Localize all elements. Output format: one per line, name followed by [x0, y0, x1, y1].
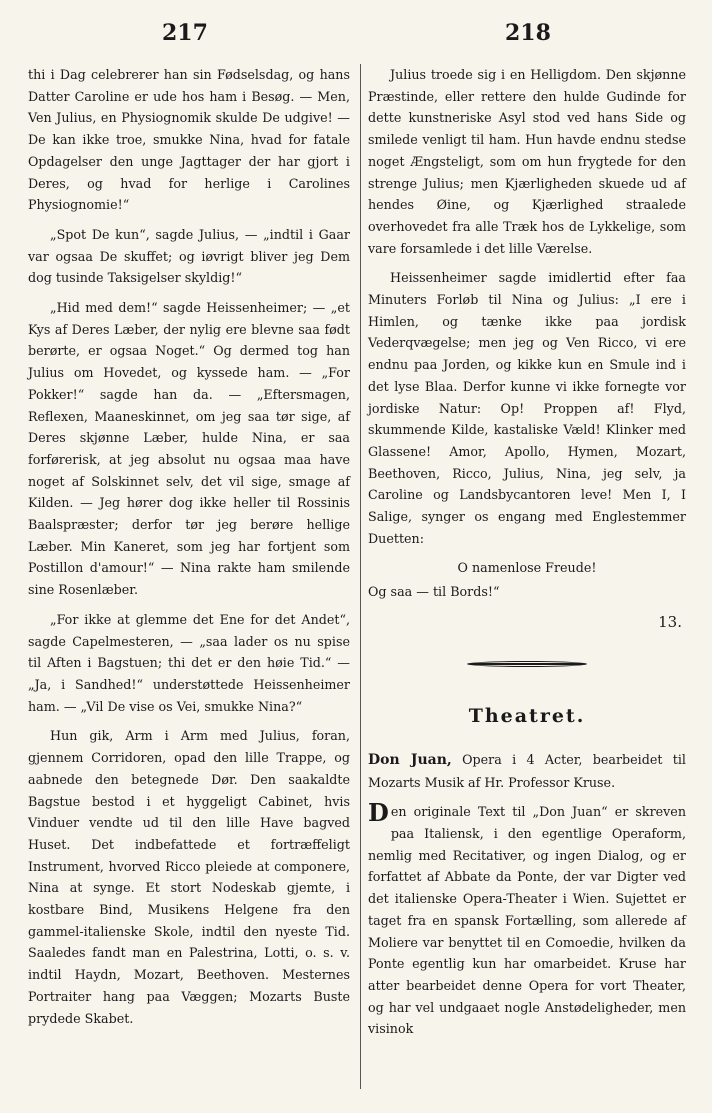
left-paragraph: „Hid med dem!“ sagde Heissenheimer; — „et Kys af Deres Læber, der nylig ere blevne saa født berørte, er ogsaa Noget.“ Og dermed tog han Julius om Hovedet, og kyssede ham. — „For Pokker!“ sagde han da. — „Eftersmagen, Reflexen, Maaneskinnet, om jeg saa tør sige, af Deres skjønne Læber, hulde Nina, er saa forførerisk, at jeg absolut nu ogsaa maa have noget af Solskinnet selv, det vil sige, smage af Kilden. — Jeg hører dog ikke heller til Rossinis Baalspræster; derfor tør jeg berøre hellige Læber. Min Kaneret, som jeg har fortjent som Postillon d'amour!“ — Nina rakte ham smilende sine Rosenlæber. [28, 300, 350, 598]
drop-cap: D [368, 798, 389, 828]
review-subtitle: Opera i 4 Acter, bearbeidet til Mozarts Musik af Hr. Professor Kruse. [368, 751, 686, 790]
ornament-divider [467, 661, 587, 667]
left-paragraph: Hun gik, Arm i Arm med Julius, foran, gjennem Corridoren, opad den lille Trappe, og aabnede den betegnede Dør. Den saakaldte Bagstue bestod i et hyggeligt Cabinet, hvis Vinduer vendte ud til den lille Have bagved Huset. Det indbefattede et fortræffeligt Instrument, hvorved Ricco pleiede at componere, Nina at synge. Et stort Nodeskab gjemte, i kostbare Bind, Musikens Helgene fra den gammel-italienske Skole, indtil den nyeste Tid. Saaledes fandt man en Palestrina, Lotti, o. s. v. indtil Haydn, Mozart, Beethoven. Mesternes Portraiter hang paa Væggen; Mozarts Buste prydede Skabet. [28, 728, 350, 1026]
right-column [368, 64, 686, 1048]
left-paragraph: „For ikke at glemme det Ene for det Andet“, sagde Capelmesteren, — „saa lader os nu spise til Aften i Bagstuen; thi det er den høie Tid.“ — „Ja, i Sandhed!“ understøttede Heissenheimer ham. — „Vil De vise os Vei, smukke Nina?“ [28, 611, 350, 714]
poem-line: O namenlose Freude! [457, 560, 597, 576]
chapter-number: 13. [658, 612, 682, 631]
review-text: en originale Text til „Don Juan“ er skreven paa Italiensk, i den egentlige Operaform, nemlig med Recitativer, og ingen Dialog, og er forfattet af Abbate da Ponte, der var Digter ved det italienske Opera-Theater i Wien. Sujettet er taget fra en spansk Fortælling, som allerede af Moliere var benyttet til en Comoedie, hvilken da Ponte egentlig kun har omarbeidet. Kruse har atter bearbeidet denne Opera for vort Theater, og har vel undgaaet nogle Anstødeligheder, men visinok [368, 804, 686, 1037]
left-paragraph: „Spot De kun“, sagde Julius, — „indtil i Gaar var ogsaa De skuffet; og iøvrigt bliver jeg Dem dog tusinde Taksigelser skyldig!“ [28, 226, 350, 286]
left-paragraph: thi i Dag celebrerer han sin Fødselsdag, og hans Datter Caroline er ude hos ham i Besøg. — Men, Ven Julius, en Physiognomik skulde De udgive! — De kan ikke troe, smukke Nina, hvad for fatale Opdagelser den unge Jagttager der har gjort i Deres, og hvad for herlige i Carolines Physiognomie!“ [28, 67, 350, 213]
review-title: Don Juan, [368, 751, 452, 768]
closing-line: Og saa — til Bords!“ [368, 584, 500, 600]
page-number-left: 217 [162, 20, 208, 46]
right-paragraph: Julius troede sig i en Helligdom. Den skjønne Præstinde, eller rettere den hulde Gudinde for dette kunstneriske Asyl stod ved hans Side og smilede venligt til ham. Hun havde endnu stedse noget Ængsteligt, som om hun frygtede for den strenge Julius; men Kjærligheden skuede ud af hendes Øine, og Kjærlighed straalede overhovedet fra alle Træk hos de Lykkelige, som vare forsamlede i det lille Værelse. [368, 67, 686, 256]
page-number-right: 218 [505, 20, 551, 46]
right-paragraph: Heissenheimer sagde imidlertid efter faa Minuters Forløb til Nina og Julius: „I ere i Himlen, og tænke ikke paa jordisk Vederqvægelse; men jeg og Ven Ricco, vi ere endnu paa Jorden, og kikke kun en Smule ind i det lyse Blaa. Derfor kunne vi ikke fornegte vor jordiske Natur: Op! Proppen af! Flyd, skummende Kilde, kastaliske Væld! Klinker med Glassene! Amor, Apollo, Hymen, Mozart, Beethoven, Ricco, Julius, Nina, jeg selv, ja Caroline og Landsbycantoren leve! Men I, I Salige, synger os engang med Englestemmer Duetten: [368, 270, 686, 546]
section-title: Theatret. [468, 704, 586, 727]
review-body [368, 798, 686, 1040]
review-heading [368, 749, 686, 793]
left-column [28, 64, 361, 1089]
